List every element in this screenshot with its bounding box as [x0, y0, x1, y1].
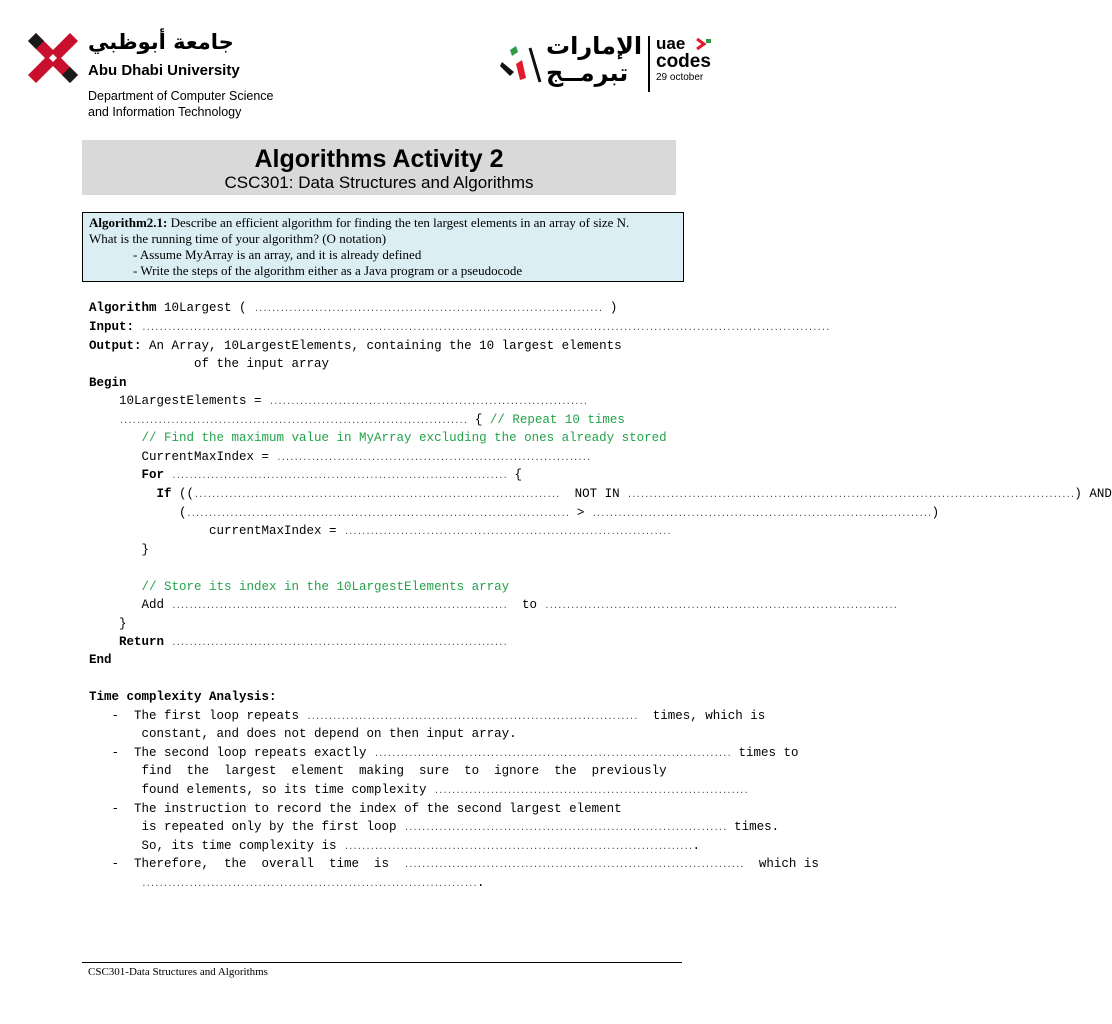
code-line-return	[89, 634, 507, 652]
question-text-1: Describe an efficient algorithm for finding the ten largest elements in an array of size N.	[167, 215, 630, 230]
blank-if-right[interactable]: ........................................................................................................	[627, 491, 1075, 500]
blank-if-left[interactable]: .....................................................................................	[194, 491, 560, 500]
uae-codes-mark-icon	[500, 44, 542, 84]
code-text: times to	[731, 746, 799, 760]
tc-item-4	[89, 856, 819, 874]
code-text: to	[507, 598, 545, 612]
logo-divider	[648, 36, 650, 92]
code-line-comment-store	[89, 579, 509, 595]
tc-item-3-cont2	[89, 838, 700, 856]
code-text: )	[931, 506, 940, 520]
code-text: .	[476, 876, 485, 890]
code-text: find the largest element making sure to ignore the previously	[141, 764, 667, 778]
comment-repeat: // Repeat 10 times	[489, 413, 625, 427]
blank-input[interactable]: ................................................................................................................................................................	[141, 324, 830, 333]
code-text: }	[141, 543, 150, 557]
keyword-begin: Begin	[89, 376, 127, 390]
code-text: found elements, so its time complexity	[141, 783, 435, 797]
code-text: CurrentMaxIndex =	[89, 450, 277, 464]
code-line-assign	[89, 523, 671, 541]
footer-divider	[82, 962, 682, 963]
event-date: 29 october	[656, 72, 704, 83]
code-line-algorithm	[89, 300, 617, 318]
blank-record-complexity[interactable]: .................................................................................	[344, 843, 693, 852]
uae-chevron-icon	[694, 37, 714, 51]
code-text: }	[119, 617, 127, 631]
blank-overall-time[interactable]: ...............................................................................	[404, 861, 744, 870]
keyword-end: End	[89, 653, 112, 667]
code-text: {	[507, 468, 523, 482]
code-line-input	[89, 319, 830, 337]
comment-store: // Store its index in the 10LargestElements array	[141, 580, 510, 594]
blank-record-times[interactable]: ...........................................................................	[404, 824, 727, 833]
code-text: - Therefore, the overall time is	[111, 857, 405, 871]
blank-compare-left[interactable]: .........................................................................................	[186, 510, 570, 519]
keyword-output: Output:	[89, 339, 142, 353]
blank-compare-right[interactable]: ...............................................................................	[591, 510, 932, 519]
department-line-2: and Information Technology	[88, 105, 242, 119]
blank-for[interactable]: ..............................................................................	[171, 472, 508, 481]
keyword-input: Input:	[89, 320, 135, 334]
keyword-return: Return	[119, 635, 165, 649]
comment-find-max: // Find the maximum value in MyArray excluding the ones already stored	[141, 431, 667, 445]
code-text: )	[602, 301, 618, 315]
code-text: An Array, 10LargestElements, containing the 10 largest elements	[141, 339, 622, 353]
code-line-outer-loop	[89, 412, 625, 430]
code-text: So, its time complexity is	[141, 839, 345, 853]
code-text: 10Largest (	[156, 301, 255, 315]
page-subtitle: CSC301: Data Structures and Algorithms	[224, 173, 534, 192]
university-name-arabic: جامعة أبوظبي	[88, 30, 234, 54]
tc-item-2-cont2	[89, 782, 748, 800]
code-line-loop-close	[89, 616, 127, 632]
code-line-init	[89, 393, 587, 411]
code-line-for-close	[89, 542, 149, 558]
keyword-for: For	[141, 468, 165, 482]
question-box	[82, 212, 684, 282]
question-label: Algorithm2.1:	[89, 215, 168, 230]
code-text: - The second loop repeats exactly	[111, 746, 375, 760]
question-bullet-1: - Assume MyArray is an array, and it is already defined	[133, 247, 422, 262]
blank-outer-loop[interactable]: .................................................................................	[119, 417, 468, 426]
code-text: times, which is	[637, 709, 766, 723]
university-name-english: Abu Dhabi University	[88, 62, 240, 79]
tc-item-4-cont	[89, 875, 485, 893]
tc-item-2	[89, 745, 799, 763]
tc-item-1-cont	[89, 726, 517, 742]
department-name	[88, 88, 348, 120]
code-line-for	[89, 467, 522, 485]
keyword-algorithm: Algorithm	[89, 301, 157, 315]
keyword-if: If	[156, 487, 172, 501]
time-complexity-title: Time complexity Analysis:	[89, 690, 277, 704]
tc-item-3-cont	[89, 819, 779, 837]
time-complexity-heading	[89, 689, 277, 705]
code-line-output	[89, 338, 622, 354]
code-text: 10LargestElements =	[89, 394, 270, 408]
page-footer: CSC301-Data Structures and Algorithms	[88, 966, 268, 978]
uae-codes-arabic-line-2: تبرمــج	[546, 59, 629, 87]
tc-item-1	[89, 708, 765, 726]
codes-word: codes	[656, 51, 711, 72]
blank-return[interactable]: ..............................................................................	[171, 639, 508, 648]
question-bullet-2: - Write the steps of the algorithm either as a Java program or a pseudocode	[133, 263, 523, 278]
code-text: - The first loop repeats	[111, 709, 307, 723]
code-text: ) AND	[1074, 487, 1112, 501]
code-line-if-cont	[89, 505, 939, 523]
code-text: - The instruction to record the index of the second largest element	[111, 802, 622, 816]
code-text: NOT IN	[559, 487, 628, 501]
code-line-add	[89, 597, 897, 615]
page-title: Algorithms Activity 2	[254, 145, 504, 173]
blank-first-loop[interactable]: .............................................................................	[306, 713, 638, 722]
code-text: {	[467, 413, 490, 427]
code-text: which is	[743, 857, 819, 871]
tc-item-2-cont	[89, 763, 667, 779]
title-banner	[82, 140, 676, 195]
blank-second-loop-complexity[interactable]: .........................................................................	[434, 787, 749, 796]
uae-codes-arabic-line-1: الإمارات	[546, 32, 643, 60]
code-line-end	[89, 652, 112, 668]
code-text: >	[569, 506, 592, 520]
code-text: Add	[141, 598, 172, 612]
blank-assign[interactable]: ............................................................................	[344, 528, 671, 537]
code-line-if	[89, 486, 1112, 504]
code-text: (	[179, 506, 187, 520]
department-line-1: Department of Computer Science	[88, 89, 274, 103]
blank-add-target[interactable]: ..................................................................................	[544, 602, 898, 611]
code-text: currentMaxIndex =	[209, 524, 345, 538]
adu-logo-icon	[28, 33, 78, 83]
blank-init[interactable]: ..........................................................................	[269, 398, 588, 407]
blank-add[interactable]: ..............................................................................	[171, 602, 507, 611]
tc-item-3	[89, 801, 622, 817]
code-line-current-max	[89, 449, 591, 467]
code-text: .	[692, 839, 700, 853]
code-text: ((	[171, 487, 195, 501]
blank-current-max[interactable]: .........................................................................	[276, 454, 591, 463]
code-line-output-cont: of the input array	[89, 357, 330, 371]
blank-overall-complexity[interactable]: ..............................................................................	[141, 880, 477, 889]
code-text: times.	[726, 820, 780, 834]
code-line-comment-find	[89, 430, 667, 446]
blank-algorithm-params[interactable]: .................................................................................	[254, 305, 603, 314]
uae-word: uae	[656, 34, 686, 53]
question-text-2: What is the running time of your algorithm? (O notation)	[89, 231, 387, 246]
code-text: is repeated only by the first loop	[141, 820, 405, 834]
code-line-begin	[89, 375, 127, 391]
code-text: constant, and does not depend on then input array.	[141, 727, 517, 741]
blank-second-loop[interactable]: ...................................................................................	[374, 750, 732, 759]
